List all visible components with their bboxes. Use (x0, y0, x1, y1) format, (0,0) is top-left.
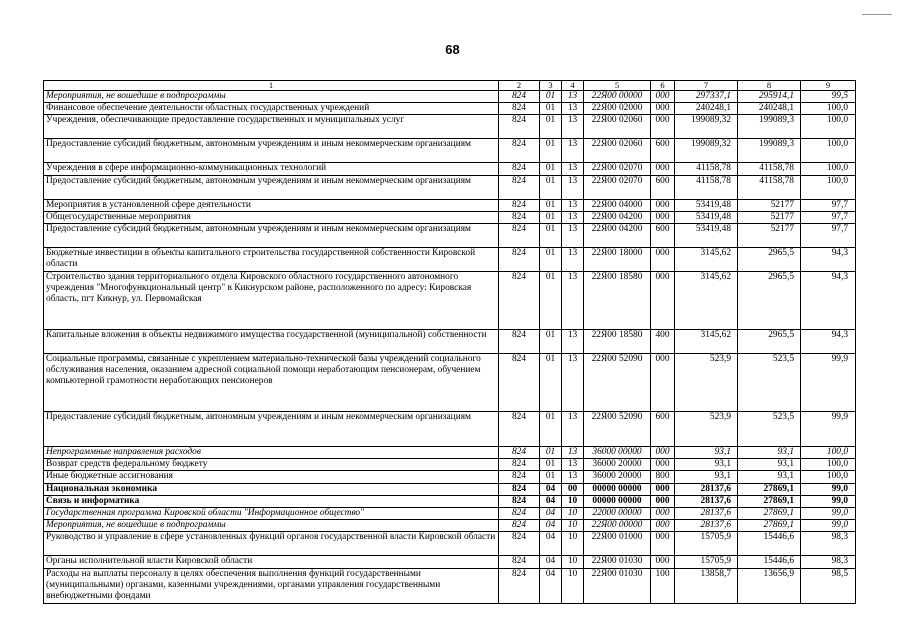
cell-target-article: 22Я00 02000 (584, 103, 651, 115)
cell-admin-code: 824 (499, 508, 540, 520)
cell-expense-type: 400 (651, 330, 675, 354)
corner-scan-mark (862, 14, 892, 15)
cell-planned: 523,9 (675, 354, 738, 412)
cell-section: 04 (540, 568, 562, 603)
cell-section: 01 (540, 272, 562, 330)
col-header: 2 (499, 81, 540, 91)
col-header: 8 (738, 81, 801, 91)
cell-executed: 199089,3 (738, 115, 801, 139)
cell-section: 01 (540, 139, 562, 163)
cell-percent: 97,7 (801, 199, 856, 211)
cell-section: 01 (540, 115, 562, 139)
cell-expense-type: 000 (651, 459, 675, 471)
cell-section: 01 (540, 224, 562, 248)
cell-executed: 93,1 (738, 447, 801, 459)
header-row (44, 81, 856, 91)
cell-planned: 199089,32 (675, 115, 738, 139)
table-row (44, 532, 856, 556)
cell-section: 01 (540, 447, 562, 459)
cell-section: 04 (540, 520, 562, 532)
row-name: Общегосударственные мероприятия (44, 211, 499, 223)
cell-target-article: 22Я00 52090 (584, 354, 651, 412)
table-body (44, 91, 856, 604)
cell-executed: 199089,3 (738, 139, 801, 163)
cell-section: 01 (540, 459, 562, 471)
cell-subsection: 13 (562, 412, 584, 447)
cell-planned: 240248,1 (675, 103, 738, 115)
cell-subsection: 13 (562, 163, 584, 175)
cell-admin-code: 824 (499, 532, 540, 556)
cell-expense-type: 600 (651, 224, 675, 248)
cell-target-article: 22Я00 02070 (584, 163, 651, 175)
table-row (44, 272, 856, 330)
row-name: Предоставление субсидий бюджетным, автономным учреждениям и иным некоммерческим организациям (44, 412, 499, 447)
cell-admin-code: 824 (499, 224, 540, 248)
cell-percent: 97,7 (801, 211, 856, 223)
cell-subsection: 13 (562, 199, 584, 211)
cell-subsection: 10 (562, 508, 584, 520)
cell-admin-code: 824 (499, 175, 540, 199)
cell-section: 01 (540, 91, 562, 103)
cell-subsection: 13 (562, 330, 584, 354)
cell-target-article: 22Я00 04200 (584, 211, 651, 223)
cell-section: 01 (540, 175, 562, 199)
col-header: 9 (801, 81, 856, 91)
cell-planned: 28137,6 (675, 483, 738, 495)
cell-subsection: 13 (562, 354, 584, 412)
cell-expense-type: 000 (651, 163, 675, 175)
cell-subsection: 13 (562, 91, 584, 103)
cell-subsection: 13 (562, 224, 584, 248)
row-name: Предоставление субсидий бюджетным, автономным учреждениям и иным некоммерческим организациям (44, 175, 499, 199)
cell-subsection: 10 (562, 495, 584, 507)
table-row (44, 199, 856, 211)
row-name: Государственная программа Кировской области "Информационное общество" (44, 508, 499, 520)
cell-percent: 94,3 (801, 272, 856, 330)
cell-expense-type: 000 (651, 103, 675, 115)
row-name: Предоставление субсидий бюджетным, автономным учреждениям и иным некоммерческим организациям (44, 139, 499, 163)
table-row (44, 211, 856, 223)
cell-expense-type: 000 (651, 115, 675, 139)
cell-expense-type: 600 (651, 412, 675, 447)
cell-executed: 27869,1 (738, 483, 801, 495)
cell-section: 01 (540, 471, 562, 483)
cell-planned: 28137,6 (675, 508, 738, 520)
cell-percent: 100,0 (801, 471, 856, 483)
row-name: Расходы на выплаты персоналу в целях обеспечения выполнения функций государственными (муниципальными) органами, казенными учреждениями, органами управления государственными внебюджетными фондами (44, 568, 499, 603)
cell-executed: 2965,5 (738, 248, 801, 272)
cell-section: 01 (540, 199, 562, 211)
cell-executed: 2965,5 (738, 330, 801, 354)
cell-target-article: 00000 00000 (584, 495, 651, 507)
row-name: Мероприятия в установленной сфере деятельности (44, 199, 499, 211)
cell-target-article: 36000 00000 (584, 447, 651, 459)
cell-admin-code: 824 (499, 103, 540, 115)
cell-admin-code: 824 (499, 568, 540, 603)
cell-admin-code: 824 (499, 199, 540, 211)
row-name: Мероприятия, не вошедшие в подпрограммы (44, 91, 499, 103)
cell-admin-code: 824 (499, 520, 540, 532)
cell-target-article: 22Я00 01000 (584, 532, 651, 556)
cell-expense-type: 000 (651, 354, 675, 412)
cell-percent: 99,9 (801, 354, 856, 412)
row-name: Иные бюджетные ассигнования (44, 471, 499, 483)
cell-admin-code: 824 (499, 556, 540, 568)
cell-planned: 53419,48 (675, 199, 738, 211)
row-name: Непрограммные направления расходов (44, 447, 499, 459)
row-name: Учреждения в сфере информационно-коммуникационных технологий (44, 163, 499, 175)
cell-executed: 93,1 (738, 471, 801, 483)
cell-admin-code: 824 (499, 115, 540, 139)
cell-executed: 295914,1 (738, 91, 801, 103)
row-name: Социальные программы, связанные с укреплением материально-технической базы учреждений социального обслуживания населения, оказанием адресной социальной помощи неработающим пенсионерам, обучением компьютерной грамотности неработающих пенсионеров (44, 354, 499, 412)
page-number: 68 (445, 42, 460, 57)
cell-planned: 28137,6 (675, 520, 738, 532)
cell-expense-type: 000 (651, 199, 675, 211)
row-name: Бюджетные инвестиции в объекты капитального строительства государственной собственности Кировской области (44, 248, 499, 272)
cell-subsection: 13 (562, 139, 584, 163)
cell-expense-type: 000 (651, 272, 675, 330)
cell-expense-type: 000 (651, 211, 675, 223)
cell-percent: 100,0 (801, 175, 856, 199)
cell-subsection: 10 (562, 520, 584, 532)
cell-expense-type: 000 (651, 483, 675, 495)
table-row (44, 520, 856, 532)
table-row (44, 175, 856, 199)
cell-percent: 98,5 (801, 568, 856, 603)
cell-executed: 240248,1 (738, 103, 801, 115)
cell-target-article: 22Я00 02060 (584, 115, 651, 139)
cell-percent: 100,0 (801, 447, 856, 459)
table-row (44, 483, 856, 495)
cell-target-article: 22Я00 01030 (584, 568, 651, 603)
cell-percent: 98,3 (801, 532, 856, 556)
cell-executed: 27869,1 (738, 508, 801, 520)
cell-subsection: 13 (562, 115, 584, 139)
table-row (44, 103, 856, 115)
cell-executed: 15446,6 (738, 556, 801, 568)
cell-percent: 100,0 (801, 115, 856, 139)
cell-expense-type: 600 (651, 139, 675, 163)
cell-percent: 100,0 (801, 139, 856, 163)
cell-section: 04 (540, 495, 562, 507)
cell-executed: 27869,1 (738, 520, 801, 532)
cell-planned: 93,1 (675, 459, 738, 471)
cell-executed: 52177 (738, 211, 801, 223)
row-name: Капитальные вложения в объекты недвижимого имущества государственной (муниципальной) собственности (44, 330, 499, 354)
cell-subsection: 13 (562, 211, 584, 223)
row-name: Строительство здания территориального отдела Кировского областного государственного автономного учреждения "Многофункциональный центр" в Кикнурском районе, расположенного по адресу: Кировская область, пгт Кикнур, ул. Первомайская (44, 272, 499, 330)
cell-section: 01 (540, 354, 562, 412)
cell-section: 04 (540, 556, 562, 568)
cell-executed: 41158,78 (738, 163, 801, 175)
cell-planned: 41158,78 (675, 163, 738, 175)
cell-subsection: 13 (562, 103, 584, 115)
cell-subsection: 13 (562, 459, 584, 471)
row-name: Мероприятия, не вошедшие в подпрограммы (44, 520, 499, 532)
cell-percent: 97,7 (801, 224, 856, 248)
cell-subsection: 13 (562, 175, 584, 199)
cell-planned: 199089,32 (675, 139, 738, 163)
cell-percent: 99,0 (801, 495, 856, 507)
row-name: Возврат средств федеральному бюджету (44, 459, 499, 471)
cell-planned: 53419,48 (675, 211, 738, 223)
cell-percent: 99,0 (801, 483, 856, 495)
row-name: Финансовое обеспечение деятельности областных государственных учреждений (44, 103, 499, 115)
cell-planned: 297337,1 (675, 91, 738, 103)
cell-expense-type: 000 (651, 508, 675, 520)
cell-planned: 523,9 (675, 412, 738, 447)
cell-admin-code: 824 (499, 471, 540, 483)
table-row (44, 459, 856, 471)
cell-percent: 100,0 (801, 459, 856, 471)
cell-executed: 523,5 (738, 354, 801, 412)
cell-percent: 98,3 (801, 556, 856, 568)
cell-planned: 28137,6 (675, 495, 738, 507)
cell-subsection: 10 (562, 532, 584, 556)
row-name: Руководство и управление в сфере установленных функций органов государственной власти Кировской области (44, 532, 499, 556)
cell-expense-type: 800 (651, 471, 675, 483)
cell-planned: 3145,62 (675, 248, 738, 272)
cell-target-article: 22Я00 01030 (584, 556, 651, 568)
cell-expense-type: 000 (651, 447, 675, 459)
cell-executed: 41158,78 (738, 175, 801, 199)
cell-target-article: 22Я00 02060 (584, 139, 651, 163)
table-row (44, 412, 856, 447)
budget-table (43, 80, 856, 604)
cell-subsection: 10 (562, 568, 584, 603)
cell-target-article: 22Я00 52090 (584, 412, 651, 447)
cell-expense-type: 000 (651, 248, 675, 272)
cell-admin-code: 824 (499, 272, 540, 330)
cell-planned: 3145,62 (675, 330, 738, 354)
row-name: Учреждения, обеспечивающие предоставление государственных и муниципальных услуг (44, 115, 499, 139)
cell-planned: 15705,9 (675, 532, 738, 556)
cell-executed: 93,1 (738, 459, 801, 471)
cell-expense-type: 000 (651, 91, 675, 103)
cell-target-article: 22Я00 18580 (584, 330, 651, 354)
cell-admin-code: 824 (499, 354, 540, 412)
cell-percent: 99,0 (801, 508, 856, 520)
cell-percent: 94,3 (801, 248, 856, 272)
cell-executed: 15446,6 (738, 532, 801, 556)
col-header: 6 (651, 81, 675, 91)
cell-planned: 3145,62 (675, 272, 738, 330)
cell-subsection: 00 (562, 483, 584, 495)
cell-section: 04 (540, 508, 562, 520)
table-row (44, 139, 856, 163)
row-name: Национальная экономика (44, 483, 499, 495)
cell-percent: 99,5 (801, 91, 856, 103)
table-row (44, 354, 856, 412)
table-row (44, 163, 856, 175)
cell-subsection: 13 (562, 447, 584, 459)
cell-target-article: 36000 20000 (584, 471, 651, 483)
cell-section: 01 (540, 211, 562, 223)
cell-planned: 53419,48 (675, 224, 738, 248)
cell-planned: 13858,7 (675, 568, 738, 603)
table-row (44, 115, 856, 139)
cell-target-article: 22Я00 00000 (584, 91, 651, 103)
cell-target-article: 22Я00 02070 (584, 175, 651, 199)
table-row (44, 91, 856, 103)
cell-target-article: 22000 00000 (584, 508, 651, 520)
table-row (44, 447, 856, 459)
cell-target-article: 00000 00000 (584, 483, 651, 495)
cell-expense-type: 000 (651, 556, 675, 568)
cell-executed: 27869,1 (738, 495, 801, 507)
cell-subsection: 10 (562, 556, 584, 568)
col-header: 1 (44, 81, 499, 91)
cell-planned: 15705,9 (675, 556, 738, 568)
col-header: 4 (562, 81, 584, 91)
cell-section: 01 (540, 330, 562, 354)
cell-section: 01 (540, 412, 562, 447)
cell-section: 01 (540, 163, 562, 175)
cell-admin-code: 824 (499, 412, 540, 447)
row-name: Предоставление субсидий бюджетным, автономным учреждениям и иным некоммерческим организациям (44, 224, 499, 248)
cell-expense-type: 000 (651, 532, 675, 556)
cell-expense-type: 000 (651, 495, 675, 507)
cell-section: 01 (540, 248, 562, 272)
cell-executed: 52177 (738, 224, 801, 248)
cell-admin-code: 824 (499, 211, 540, 223)
table-row (44, 224, 856, 248)
table-row (44, 508, 856, 520)
cell-admin-code: 824 (499, 330, 540, 354)
cell-percent: 99,0 (801, 520, 856, 532)
cell-expense-type: 100 (651, 568, 675, 603)
cell-admin-code: 824 (499, 495, 540, 507)
cell-admin-code: 824 (499, 459, 540, 471)
cell-planned: 41158,78 (675, 175, 738, 199)
cell-target-article: 22Я00 18000 (584, 248, 651, 272)
table-row (44, 330, 856, 354)
table-row (44, 556, 856, 568)
cell-section: 04 (540, 532, 562, 556)
cell-subsection: 13 (562, 471, 584, 483)
cell-admin-code: 824 (499, 163, 540, 175)
cell-percent: 100,0 (801, 103, 856, 115)
cell-executed: 523,5 (738, 412, 801, 447)
cell-planned: 93,1 (675, 447, 738, 459)
cell-admin-code: 824 (499, 139, 540, 163)
row-name: Связь и информатика (44, 495, 499, 507)
cell-subsection: 13 (562, 248, 584, 272)
table-row (44, 495, 856, 507)
col-header: 5 (584, 81, 651, 91)
cell-expense-type: 000 (651, 520, 675, 532)
cell-target-article: 36000 20000 (584, 459, 651, 471)
cell-percent: 100,0 (801, 163, 856, 175)
cell-executed: 13656,9 (738, 568, 801, 603)
col-header: 7 (675, 81, 738, 91)
cell-admin-code: 824 (499, 447, 540, 459)
cell-admin-code: 824 (499, 248, 540, 272)
cell-section: 01 (540, 103, 562, 115)
cell-section: 04 (540, 483, 562, 495)
cell-target-article: 22Я00 00000 (584, 520, 651, 532)
cell-percent: 94,3 (801, 330, 856, 354)
cell-admin-code: 824 (499, 91, 540, 103)
cell-executed: 52177 (738, 199, 801, 211)
table-row (44, 568, 856, 603)
cell-target-article: 22Я00 04000 (584, 199, 651, 211)
cell-admin-code: 824 (499, 483, 540, 495)
col-header: 3 (540, 81, 562, 91)
cell-percent: 99,9 (801, 412, 856, 447)
cell-executed: 2965,5 (738, 272, 801, 330)
cell-target-article: 22Я00 04200 (584, 224, 651, 248)
row-name: Органы исполнительной власти Кировской области (44, 556, 499, 568)
table-row (44, 471, 856, 483)
cell-planned: 93,1 (675, 471, 738, 483)
cell-expense-type: 600 (651, 175, 675, 199)
cell-subsection: 13 (562, 272, 584, 330)
table-row (44, 248, 856, 272)
cell-target-article: 22Я00 18580 (584, 272, 651, 330)
